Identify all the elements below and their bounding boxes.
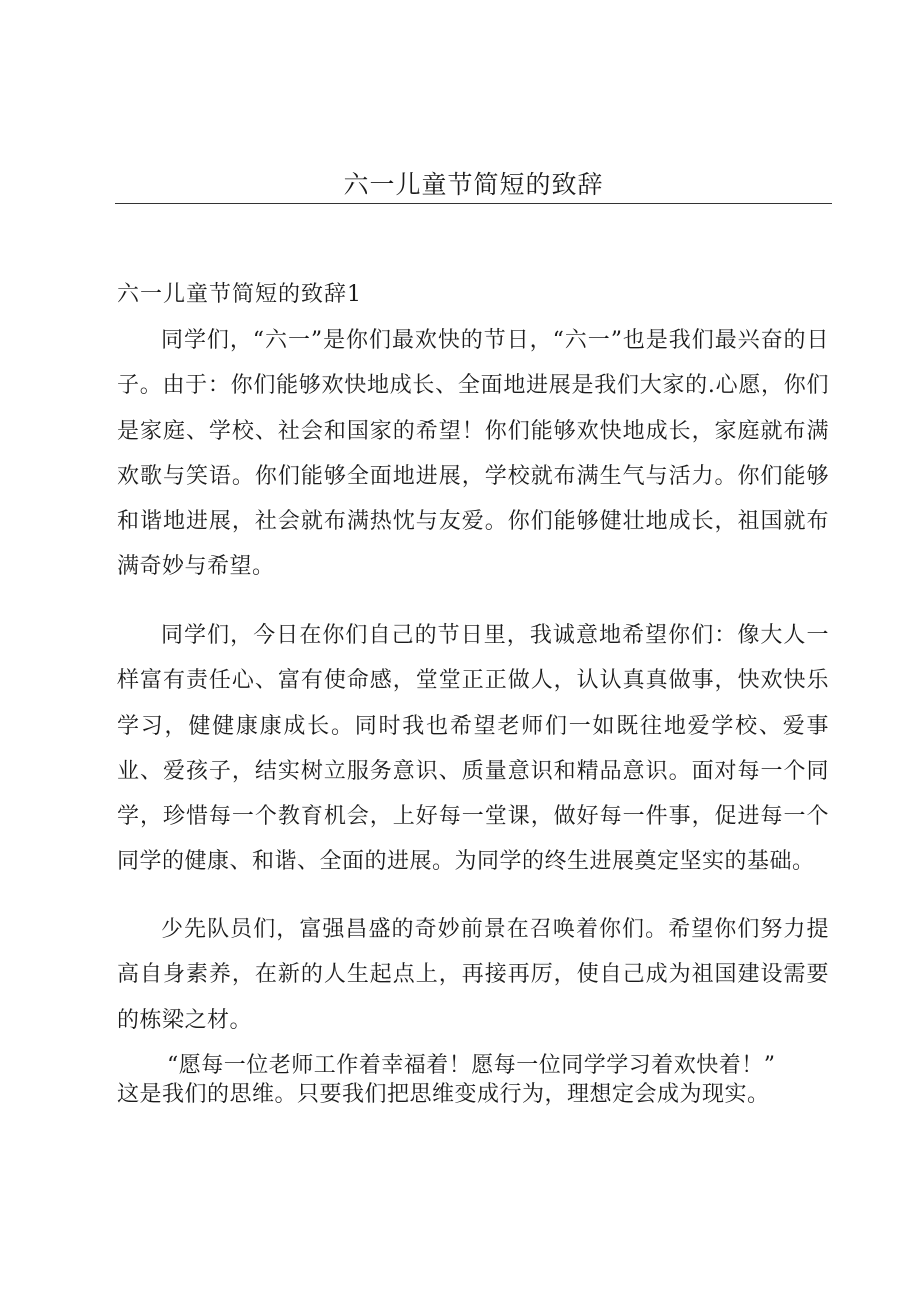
paragraph-2: 同学们，今日在你们自己的节日里，我诚意地希望你们：像大人一样富有责任心、富有使命感，堂堂正正做人，认认真真做事，快欢快乐学习，健健康康成长。同时我也希望老师们一如既往地爱学校、爱事业、爱孩子，结实树立服务意识、质量意识和精品意识。面对每一个同学，珍惜每一个教育机会，上好每一堂课，做好每一件事，促进每一个同学的健康、和谐、全面的进展。为同学的终生进展奠定坚实的基础。 — [117, 623, 829, 875]
title-underline — [115, 203, 832, 204]
closing-statement: 这是我们的思维。只要我们把思维变成行为，理想定会成为现实。 — [117, 1082, 770, 1107]
closing-quote: “愿每一位老师工作着幸福着！愿每一位同学学习着欢快着！” — [167, 1053, 776, 1078]
paragraph-3: 少先队员们，富强昌盛的奇妙前景在召唤着你们。希望你们努力提高自身素养，在新的人生起点上，再接再厉，使自己成为祖国建设需要的栋梁之材。 — [117, 917, 829, 1033]
paragraph-1: 同学们，“六一”是你们最欢快的节日，“六一”也是我们最兴奋的日子。由于：你们能够欢快地成长、全面地进展是我们大家的.心愿，你们是家庭、学校、社会和国家的希望！你们能够欢快地成长，家庭就布满欢歌与笑语。你们能够全面地进展，学校就布满生气与活力。你们能够和谐地进展，社会就布满热忱与友爱。你们能够健壮地成长，祖国就布满奇妙与希望。 — [117, 328, 829, 580]
document-title: 六一儿童节简短的致辞 — [343, 170, 604, 199]
section-heading: 六一儿童节简短的致辞1 — [117, 282, 362, 307]
closing-block — [117, 1052, 829, 1110]
